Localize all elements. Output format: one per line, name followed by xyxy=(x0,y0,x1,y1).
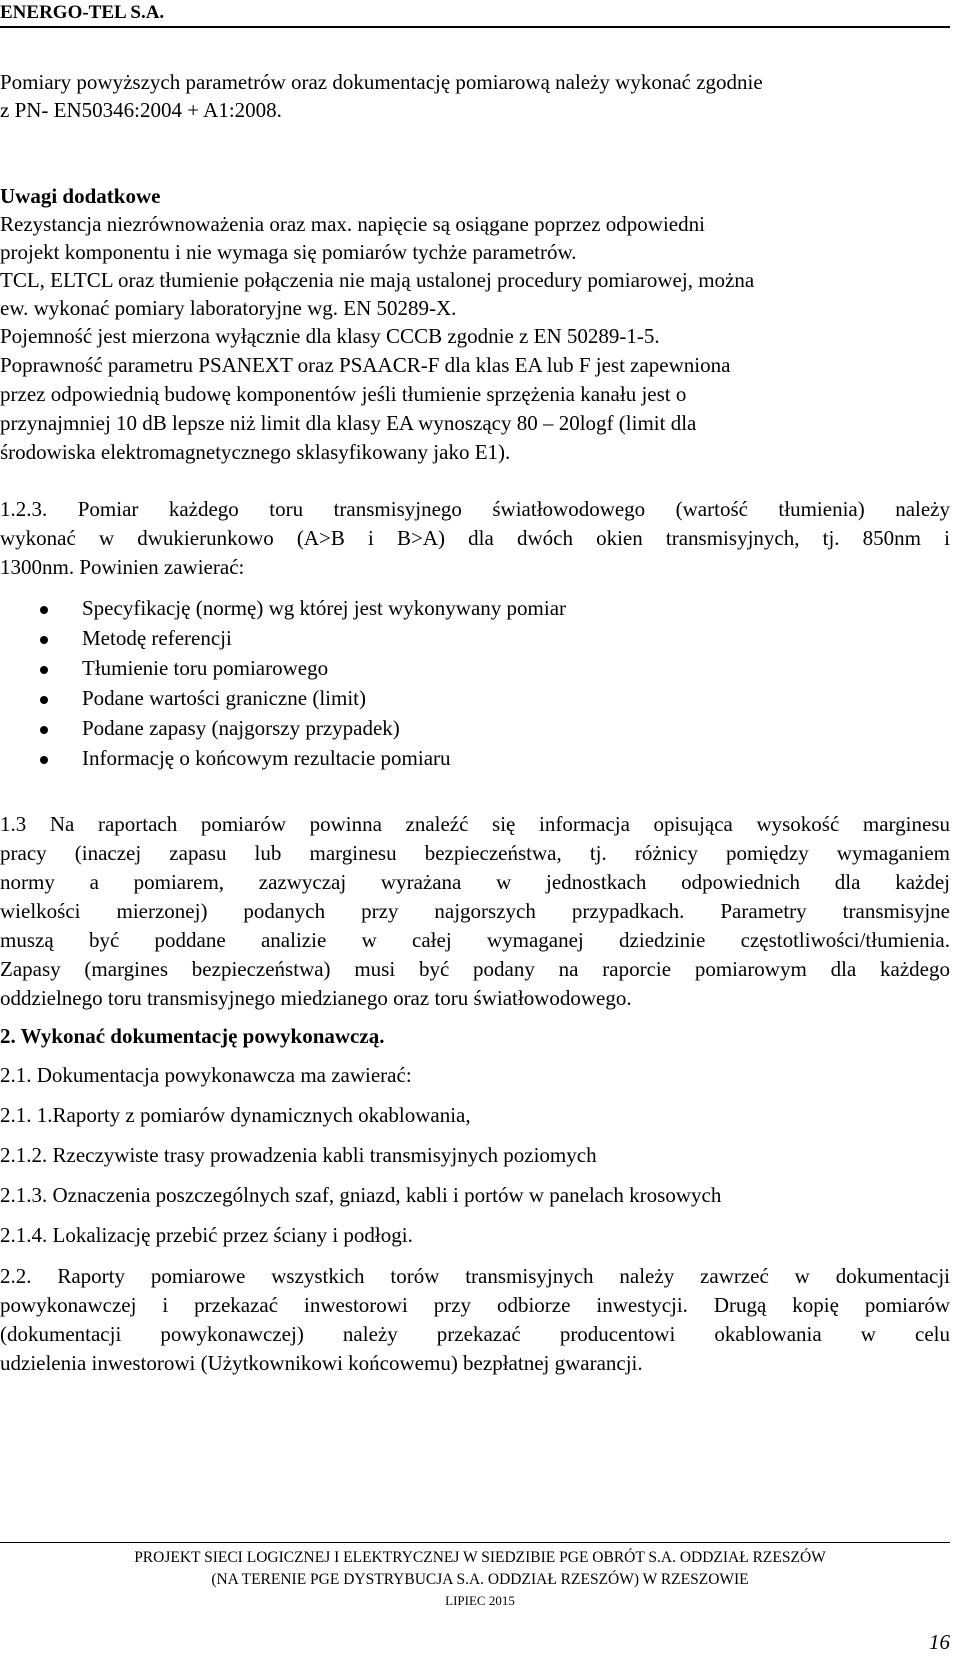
bullet-dot xyxy=(40,636,48,644)
bullet-dot xyxy=(40,696,48,704)
footer-line-1: PROJEKT SIECI LOGICZNEJ I ELEKTRYCZNEJ W SIEDZIBIE PGE OBRÓT S.A. ODDZIAŁ RZESZÓW xyxy=(134,1549,826,1566)
bullet-item: Podane wartości graniczne (limit) xyxy=(82,686,366,710)
sec-123-line: wykonać w dwukierunkowo (A>B i B>A) dla dwóch okien transmisyjnych, tj. 850nm i xyxy=(0,526,950,550)
remarks-line: przynajmniej 10 dB lepsze niż limit dla klasy EA wynoszący 80 – 20logf (limit dla xyxy=(0,411,697,435)
bullet-item: Metodę referencji xyxy=(82,626,232,650)
sec-213: 2.1.3. Oznaczenia poszczególnych szaf, gniazd, kabli i portów w panelach krosowych xyxy=(0,1183,722,1207)
bullet-item: Informację o końcowym rezultacie pomiaru xyxy=(82,746,451,770)
remarks-line: przez odpowiednią budowę komponentów jeśli tłumienie sprzężenia kanału jest o xyxy=(0,382,687,406)
sec-21: 2.1. Dokumentacja powykonawcza ma zawierać: xyxy=(0,1063,412,1087)
sec-13-line: muszą być poddane analizie w całej wymaganej dziedzinie częstotliwości/tłumienia. xyxy=(0,928,950,952)
footer-line-3: LIPIEC 2015 xyxy=(445,1593,515,1608)
sec-13-line: oddzielnego toru transmisyjnego miedzianego oraz toru światłowodowego. xyxy=(0,986,632,1010)
measurements-line-1: Pomiary powyższych parametrów oraz dokumentację pomiarową należy wykonać zgodnie xyxy=(0,70,763,94)
sec-2-title: 2. Wykonać dokumentację powykonawczą. xyxy=(0,1024,385,1048)
remarks-line: Pojemność jest mierzona wyłącznie dla klasy CCCB zgodnie z EN 50289-1-5. xyxy=(0,324,660,348)
remarks-line: TCL, ELTCL oraz tłumienie połączenia nie mają ustalonej procedury pomiarowej, można xyxy=(0,268,755,292)
bullet-dot xyxy=(40,756,48,764)
sec-212: 2.1.2. Rzeczywiste trasy prowadzenia kabli transmisyjnych poziomych xyxy=(0,1143,597,1167)
sec-22-line: powykonawczej i przekazać inwestorowi przy odbiorze inwestycji. Drugą kopię pomiarów xyxy=(0,1293,950,1317)
sec-22-line: udzielenia inwestorowi (Użytkownikowi końcowemu) bezpłatnej gwarancji. xyxy=(0,1351,643,1375)
remarks-line: Rezystancja niezrównoważenia oraz max. napięcie są osiągane poprzez odpowiedni xyxy=(0,212,705,236)
sec-13-line: wielkości mierzonej) podanych przy najgorszych przypadkach. Parametry transmisyjne xyxy=(0,899,950,923)
bullet-item: Podane zapasy (najgorszy przypadek) xyxy=(82,716,400,740)
bullet-dot xyxy=(40,666,48,674)
measurements-line-2: z PN- EN50346:2004 + A1:2008. xyxy=(0,98,282,122)
remarks-title: Uwagi dodatkowe xyxy=(0,184,161,208)
sec-13-line: normy a pomiarem, zazwyczaj wyrażana w jednostkach odpowiednich dla każdej xyxy=(0,870,950,894)
page-number: 16 xyxy=(929,1630,950,1654)
company-name: ENERGO-TEL S.A. xyxy=(0,2,165,23)
remarks-line: ew. wykonać pomiary laboratoryjne wg. EN 50289-X. xyxy=(0,296,457,320)
sec-123-line: 1300nm. Powinien zawierać: xyxy=(0,555,245,579)
bullet-item: Tłumienie toru pomiarowego xyxy=(82,656,329,680)
sec-214: 2.1.4. Lokalizację przebić przez ściany i podłogi. xyxy=(0,1223,413,1247)
footer-line-2: (NA TERENIE PGE DYSTRYBUCJA S.A. ODDZIAŁ RZESZÓW) W RZESZOWIE xyxy=(211,1571,749,1588)
sec-211: 2.1. 1.Raporty z pomiarów dynamicznych okablowania, xyxy=(0,1103,471,1127)
sec-22-line: 2.2. Raporty pomiarowe wszystkich torów transmisyjnych należy zawrzeć w dokumentacji xyxy=(0,1264,950,1288)
header-divider xyxy=(0,26,950,28)
footer-divider xyxy=(0,1542,950,1543)
remarks-line: środowiska elektromagnetycznego sklasyfikowany jako E1). xyxy=(0,440,511,464)
sec-13-line: 1.3 Na raportach pomiarów powinna znaleźć się informacja opisująca wysokość marginesu xyxy=(0,812,950,836)
sec-22-line: (dokumentacji powykonawczej) należy przekazać producentowi okablowania w celu xyxy=(0,1322,950,1346)
bullet-dot xyxy=(40,606,48,614)
bullet-dot xyxy=(40,726,48,734)
sec-13-line: Zapasy (margines bezpieczeństwa) musi być podany na raporcie pomiarowym dla każdego xyxy=(0,957,950,981)
bullet-item: Specyfikację (normę) wg której jest wykonywany pomiar xyxy=(82,596,567,620)
remarks-line: projekt komponentu i nie wymaga się pomiarów tychże parametrów. xyxy=(0,240,577,264)
remarks-line: Poprawność parametru PSANEXT oraz PSAACR-F dla klas EA lub F jest zapewniona xyxy=(0,353,731,377)
sec-13-line: pracy (inaczej zapasu lub marginesu bezpieczeństwa, tj. różnicy pomiędzy wymaganiem xyxy=(0,841,950,865)
sec-123-line: 1.2.3. Pomiar każdego toru transmisyjnego światłowodowego (wartość tłumienia) należy xyxy=(0,497,950,521)
